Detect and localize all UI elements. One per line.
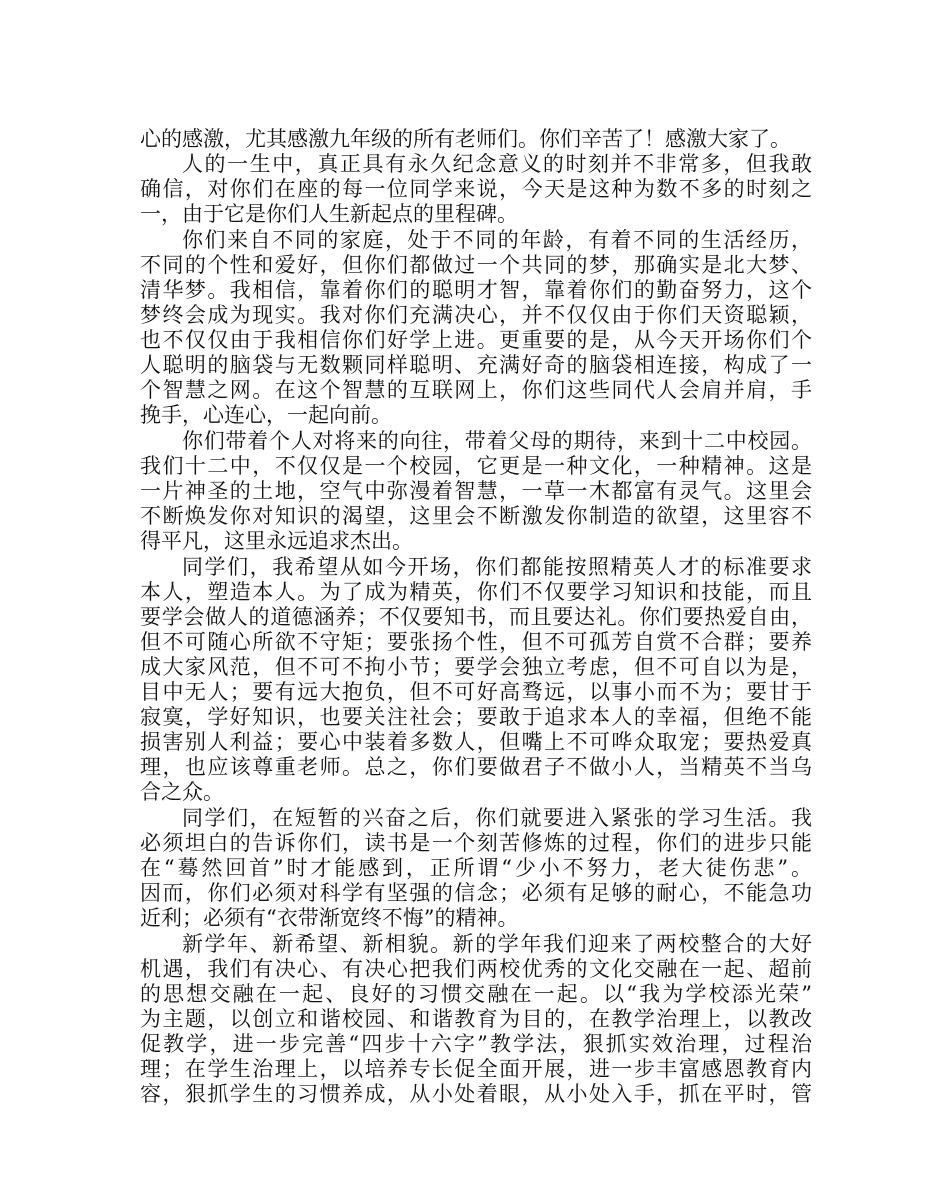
text-line: 合之众。: [140, 780, 224, 804]
text-line: 我们十二中，不仅仅是一个校园，它更是一种文化，一种精神。这是: [140, 454, 812, 478]
text-line: 挽手，心连心，一起向前。: [140, 403, 392, 427]
text-line: 寂寞，学好知识，也要关注社会；要敢于追求本人的幸福，但绝不能: [140, 705, 812, 729]
text-line: 得平凡，这里永远追求杰出。: [140, 529, 413, 553]
paragraph-first-line: 同学们，我希望从如今开场，你们都能按照精英人才的标准要求: [182, 555, 812, 579]
text-line: 理；在学生治理上，以培养专长促全面开展，进一步丰富感恩教育内: [140, 1057, 812, 1081]
text-line: 容，狠抓学生的习惯养成，从小处着眼，从小处入手，抓在平时，管: [140, 1082, 812, 1106]
text-line: 为主题，以创立和谐校园、和谐教育为目的，在教学治理上，以教改: [140, 1007, 812, 1031]
text-line: 但不可随心所欲不守矩；要张扬个性，但不可孤芳自赏不合群；要养: [140, 630, 812, 654]
paragraph-first-line: 同学们，在短暂的兴奋之后，你们就要进入紧张的学习生活。我: [182, 806, 812, 830]
text-line: 因而，你们必须对科学有坚强的信念；必须有足够的耐心，不能急功: [140, 881, 812, 905]
text-line: 必须坦白的告诉你们，读书是一个刻苦修炼的过程，你们的进步只能: [140, 831, 812, 855]
paragraph-first-line: 你们来自不同的家庭，处于不同的年龄，有着不同的生活经历，: [182, 228, 812, 252]
paragraph-first-line: 你们带着个人对将来的向往，带着父母的期待，来到十二中校园。: [182, 429, 812, 453]
text-line: 不断焕发你对知识的渴望，这里会不断激发你制造的欲望，这里容不: [140, 504, 812, 528]
paragraph-first-line: 人的一生中，真正具有永久纪念意义的时刻并不非常多，但我敢: [182, 152, 812, 176]
text-line: 一片神圣的土地，空气中弥漫着智慧，一草一木都富有灵气。这里会: [140, 479, 812, 503]
text-line: 成大家风范，但不可不拘小节；要学会独立考虑，但不可自以为是，: [140, 655, 812, 679]
text-line: 心的感激，尤其感激九年级的所有老师们。你们辛苦了！感激大家了。: [140, 127, 791, 151]
text-line: 一，由于它是你们人生新起点的里程碑。: [140, 202, 518, 226]
text-line: 目中无人；要有远大抱负，但不可好高骛远，以事小而不为；要甘于: [140, 680, 812, 704]
paragraph-first-line: 新学年、新希望、新相貌。新的学年我们迎来了两校整合的大好: [182, 932, 812, 956]
text-line: 梦终会成为现实。我对你们充满决心，并不仅仅由于你们天资聪颖，: [140, 303, 812, 327]
text-line: 理，也应该尊重老师。总之，你们要做君子不做小人，当精英不当乌: [140, 755, 812, 779]
text-line: 的思想交融在一起、良好的习惯交融在一起。以“我为学校添光荣”: [140, 982, 812, 1006]
text-line: 在“蓦然回首”时才能感到，正所谓“少小不努力，老大徒伤悲”。: [140, 856, 812, 880]
text-line: 清华梦。我相信，靠着你们的聪明才智，靠着你们的勤奋努力，这个: [140, 278, 812, 302]
text-line: 也不仅仅由于我相信你们好学上进。更重要的是，从今天开场你们个: [140, 328, 812, 352]
text-line: 近利；必须有“衣带渐宽终不悔”的精神。: [140, 906, 519, 930]
text-line: 机遇，我们有决心、有决心把我们两校优秀的文化交融在一起、超前: [140, 957, 812, 981]
text-line: 要学会做人的道德涵养；不仅要知书，而且要达礼。你们要热爱自由，: [140, 605, 812, 629]
text-line: 促教学，进一步完善“四步十六字”教学法，狠抓实效治理，过程治: [140, 1032, 812, 1056]
text-line: 人聪明的脑袋与无数颗同样聪明、充满好奇的脑袋相连接，构成了一: [140, 353, 812, 377]
text-line: 个智慧之网。在这个智慧的互联网上，你们这些同代人会肩并肩，手: [140, 378, 812, 402]
text-line: 损害别人利益；要心中装着多数人，但嘴上不可哗众取宠；要热爱真: [140, 730, 812, 754]
text-line: 不同的个性和爱好，但你们都做过一个共同的梦，那确实是北大梦、: [140, 253, 812, 277]
text-line: 本人，塑造本人。为了成为精英，你们不仅要学习知识和技能，而且: [140, 580, 812, 604]
text-line: 确信，对你们在座的每一位同学来说，今天是这种为数不多的时刻之: [140, 177, 812, 201]
